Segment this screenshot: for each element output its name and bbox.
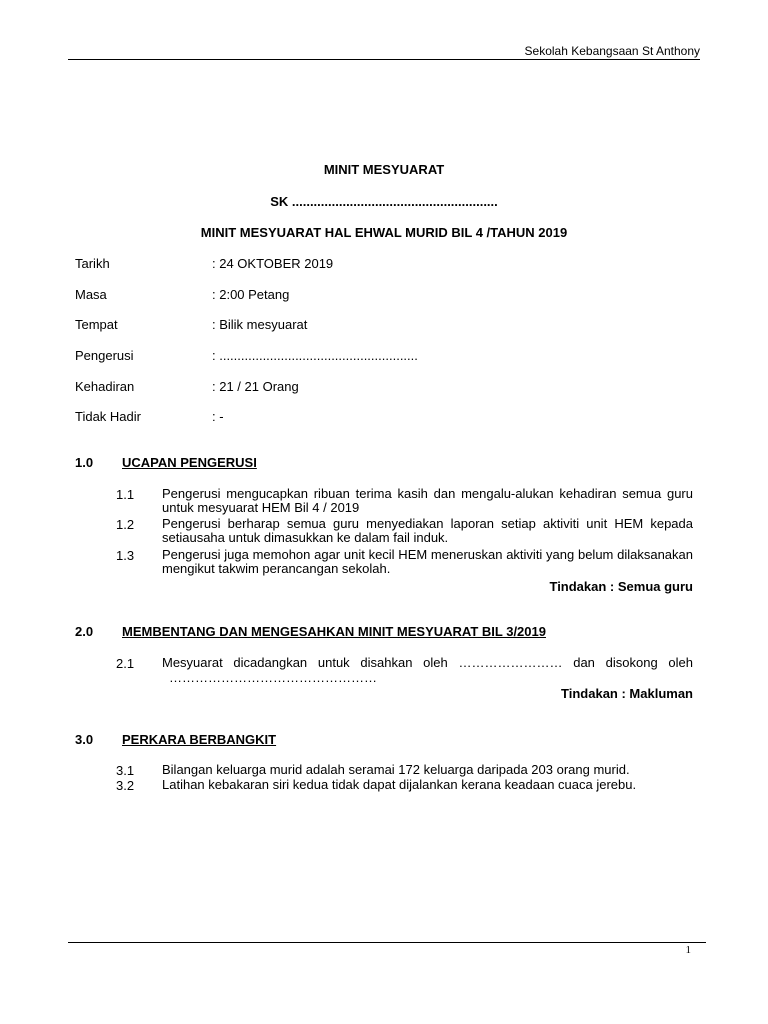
item-number: 1.2 [116, 517, 135, 532]
header-rule [68, 59, 700, 60]
action-note: Tindakan : Makluman [561, 686, 693, 701]
item-number: 1.3 [116, 548, 135, 563]
detail-label-chair: Pengerusi [75, 348, 134, 363]
item-number: 3.1 [116, 763, 135, 778]
page-number: 1 [685, 944, 691, 956]
detail-value-time: : 2:00 Petang [212, 287, 290, 302]
meeting-title: MINIT MESYUARAT HAL EHWAL MURID BIL 4 /TAHUN 2019 [200, 225, 568, 240]
item-text: Pengerusi juga memohon agar unit kecil HEM meneruskan aktiviti yang belum dilaksanakan mengikut takwim perancangan sekolah. [162, 547, 693, 576]
action-note: Tindakan : Semua guru [549, 579, 693, 594]
item-number: 2.1 [116, 656, 135, 671]
detail-label-date: Tarikh [75, 256, 110, 271]
item-text: Latihan kebakaran siri kedua tidak dapat dijalankan kerana keadaan cuaca jerebu. [162, 777, 637, 792]
item-text: Mesyuarat dicadangkan untuk disahkan oleh …………………… dan disokong oleh [162, 655, 693, 670]
detail-value-date: : 24 OKTOBER 2019 [212, 256, 334, 271]
detail-value-absent: : - [212, 409, 224, 424]
footer-rule [68, 942, 706, 943]
section-number: 2.0 [75, 624, 94, 639]
item-text-continuation: ………………………………………… [169, 670, 377, 685]
section-title: MEMBENTANG DAN MENGESAHKAN MINIT MESYUARAT BIL 3/2019 [122, 624, 546, 639]
section-title: PERKARA BERBANGKIT [122, 732, 277, 747]
document-title: MINIT MESYUARAT [323, 162, 445, 177]
item-text: Bilangan keluarga murid adalah seramai 172 keluarga daripada 203 orang murid. [162, 762, 630, 777]
item-number: 3.2 [116, 778, 135, 793]
detail-label-place: Tempat [75, 317, 118, 332]
section-number: 1.0 [75, 455, 94, 470]
section-title: UCAPAN PENGERUSI [122, 455, 257, 470]
detail-label-absent: Tidak Hadir [75, 409, 141, 424]
item-text: Pengerusi berharap semua guru menyediakan laporan setiap aktiviti unit HEM kepada setiausaha untuk dimasukkan ke dalam fail induk. [162, 516, 693, 545]
school-header: Sekolah Kebangsaan St Anthony [524, 44, 700, 58]
detail-label-time: Masa [75, 287, 107, 302]
detail-value-attendance: : 21 / 21 Orang [212, 379, 299, 394]
section-number: 3.0 [75, 732, 94, 747]
item-text: Pengerusi mengucapkan ribuan terima kasih dan mengalu-alukan kehadiran semua guru untuk mesyuarat HEM Bil 4 / 2019 [162, 486, 693, 515]
detail-value-place: : Bilik mesyuarat [212, 317, 308, 332]
item-number: 1.1 [116, 487, 135, 502]
detail-label-attendance: Kehadiran [75, 379, 135, 394]
detail-value-chair: : ....................................................... [212, 348, 418, 363]
school-name-line: SK ......................................................... [270, 194, 498, 209]
